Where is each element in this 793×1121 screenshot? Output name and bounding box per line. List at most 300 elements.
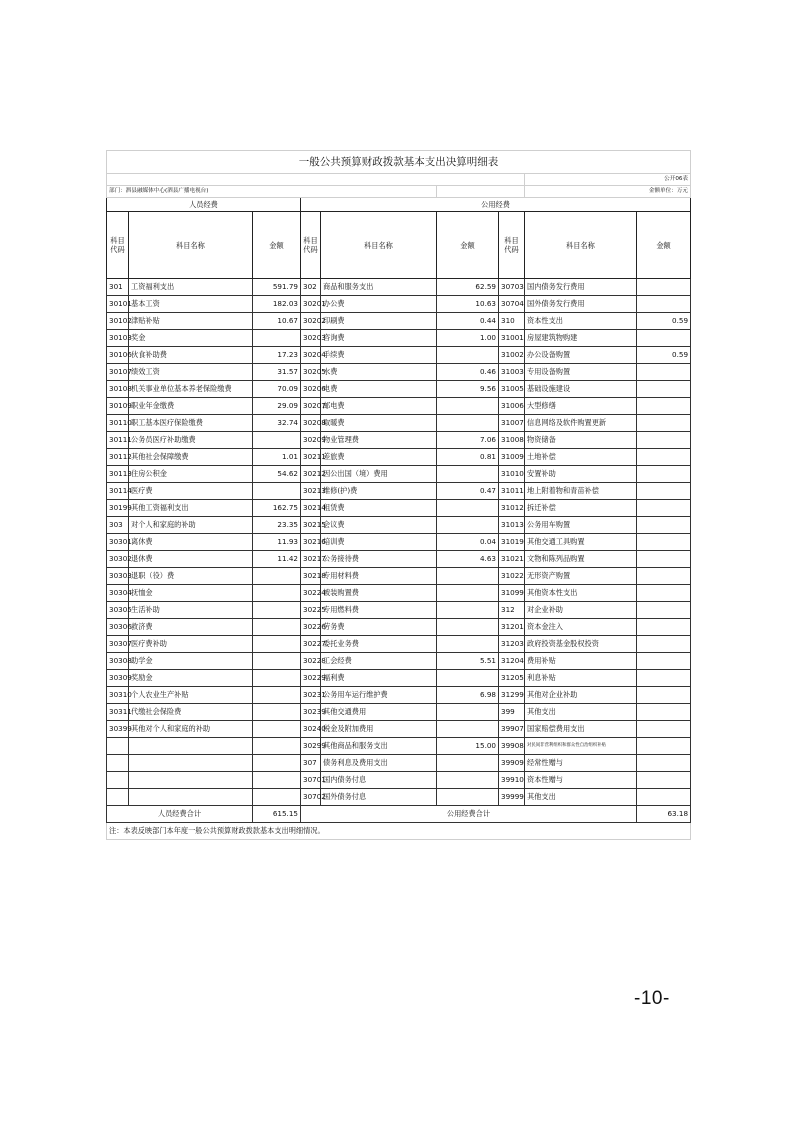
amount-public-2 <box>637 296 691 313</box>
name-public: 其他交通费用 <box>321 704 437 721</box>
name-personnel: 津贴补贴 <box>129 313 253 330</box>
amount-public <box>437 347 499 364</box>
code-personnel: 30301 <box>107 534 129 551</box>
unit-label: 金额单位：万元 <box>525 186 691 198</box>
amount-personnel <box>253 755 301 772</box>
code-personnel: 30199 <box>107 500 129 517</box>
name-public-2: 大型修缮 <box>525 398 637 415</box>
code-personnel: 30107 <box>107 364 129 381</box>
name-public: 国外债务付息 <box>321 789 437 806</box>
code-public: 30206 <box>301 381 321 398</box>
name-public: 会议费 <box>321 517 437 534</box>
amount-personnel: 29.09 <box>253 398 301 415</box>
name-public-2: 其他资本性支出 <box>525 585 637 602</box>
header-name-3: 科目名称 <box>525 212 637 279</box>
amount-personnel: 591.79 <box>253 279 301 296</box>
header-name-1: 科目名称 <box>129 212 253 279</box>
code-public: 30215 <box>301 517 321 534</box>
amount-public <box>437 602 499 619</box>
code-public-2: 31006 <box>499 398 525 415</box>
amount-public-2 <box>637 789 691 806</box>
name-personnel: 退职（役）费 <box>129 568 253 585</box>
code-personnel: 303 <box>107 517 129 534</box>
code-public: 30217 <box>301 551 321 568</box>
code-public: 30701 <box>301 772 321 789</box>
name-public-2: 利息补贴 <box>525 670 637 687</box>
name-public-2: 国外债务发行费用 <box>525 296 637 313</box>
amount-public-2 <box>637 772 691 789</box>
name-public: 专用燃料费 <box>321 602 437 619</box>
table-row <box>107 449 691 466</box>
code-public-2: 31022 <box>499 568 525 585</box>
table-row <box>107 738 691 755</box>
name-public-2: 安置补助 <box>525 466 637 483</box>
code-public: 30211 <box>301 449 321 466</box>
code-personnel: 30305 <box>107 602 129 619</box>
amount-public <box>437 568 499 585</box>
amount-public-2 <box>637 653 691 670</box>
code-public: 30216 <box>301 534 321 551</box>
amount-public: 1.00 <box>437 330 499 347</box>
table-title: 一般公共预算财政拨款基本支出决算明细表 <box>107 151 691 174</box>
name-public: 税金及附加费用 <box>321 721 437 738</box>
name-public-2: 无形资产购置 <box>525 568 637 585</box>
name-public-2: 其他支出 <box>525 704 637 721</box>
name-personnel <box>129 755 253 772</box>
code-personnel <box>107 789 129 806</box>
code-public: 30239 <box>301 704 321 721</box>
name-public: 国内债务付息 <box>321 772 437 789</box>
code-public: 30209 <box>301 432 321 449</box>
code-personnel: 30114 <box>107 483 129 500</box>
name-public-2: 政府投资基金股权投资 <box>525 636 637 653</box>
code-personnel: 30303 <box>107 568 129 585</box>
name-personnel: 其他社会保障缴费 <box>129 449 253 466</box>
amount-personnel <box>253 330 301 347</box>
amount-personnel <box>253 772 301 789</box>
amount-public-2 <box>637 585 691 602</box>
name-public-2: 费用补贴 <box>525 653 637 670</box>
amount-personnel: 182.03 <box>253 296 301 313</box>
name-public: 手续费 <box>321 347 437 364</box>
name-public: 取暖费 <box>321 415 437 432</box>
code-personnel: 30304 <box>107 585 129 602</box>
code-public: 30299 <box>301 738 321 755</box>
table-row <box>107 347 691 364</box>
name-public: 办公费 <box>321 296 437 313</box>
amount-personnel: 54.62 <box>253 466 301 483</box>
name-public: 福利费 <box>321 670 437 687</box>
amount-personnel <box>253 721 301 738</box>
amount-public-2 <box>637 721 691 738</box>
name-public: 水费 <box>321 364 437 381</box>
table-row <box>107 653 691 670</box>
amount-personnel <box>253 789 301 806</box>
amount-public-2 <box>637 466 691 483</box>
table-row <box>107 687 691 704</box>
amount-personnel: 17.23 <box>253 347 301 364</box>
form-code: 公开06表 <box>525 174 691 186</box>
amount-personnel: 1.01 <box>253 449 301 466</box>
amount-personnel <box>253 687 301 704</box>
section-personnel: 人员经费 <box>107 198 301 212</box>
table-row <box>107 330 691 347</box>
amount-public <box>437 721 499 738</box>
code-public-2: 30703 <box>499 279 525 296</box>
amount-public: 0.46 <box>437 364 499 381</box>
header-amount-3: 金额 <box>637 212 691 279</box>
amount-public: 0.44 <box>437 313 499 330</box>
name-personnel <box>129 789 253 806</box>
name-personnel: 离休费 <box>129 534 253 551</box>
name-public-2: 国家赔偿费用支出 <box>525 721 637 738</box>
code-public: 30212 <box>301 466 321 483</box>
code-personnel: 30310 <box>107 687 129 704</box>
amount-personnel <box>253 602 301 619</box>
amount-public-2: 0.59 <box>637 313 691 330</box>
name-public: 债务利息及费用支出 <box>321 755 437 772</box>
code-personnel: 30307 <box>107 636 129 653</box>
name-public-2: 地上附着物和青苗补偿 <box>525 483 637 500</box>
name-public-2: 房屋建筑物购建 <box>525 330 637 347</box>
code-public-2: 312 <box>499 602 525 619</box>
name-public: 委托业务费 <box>321 636 437 653</box>
code-personnel: 30311 <box>107 704 129 721</box>
code-public-2: 31201 <box>499 619 525 636</box>
header-code-3: 科目代码 <box>499 212 525 279</box>
code-personnel: 30308 <box>107 653 129 670</box>
amount-public-2 <box>637 483 691 500</box>
code-public-2: 31012 <box>499 500 525 517</box>
amount-personnel: 31.57 <box>253 364 301 381</box>
table-row <box>107 500 691 517</box>
name-public: 物业管理费 <box>321 432 437 449</box>
amount-public <box>437 585 499 602</box>
code-public-2: 31008 <box>499 432 525 449</box>
table-row <box>107 789 691 806</box>
name-personnel: 代缴社会保险费 <box>129 704 253 721</box>
name-public-2: 办公设备购置 <box>525 347 637 364</box>
table-row <box>107 483 691 500</box>
amount-public: 7.06 <box>437 432 499 449</box>
amount-personnel <box>253 619 301 636</box>
code-public-2: 31002 <box>499 347 525 364</box>
name-public-2: 资本性支出 <box>525 313 637 330</box>
name-public-2: 土地补偿 <box>525 449 637 466</box>
code-public: 30228 <box>301 653 321 670</box>
code-personnel <box>107 755 129 772</box>
amount-public-2 <box>637 398 691 415</box>
code-public-2: 31011 <box>499 483 525 500</box>
name-public-2: 文物和陈列品购置 <box>525 551 637 568</box>
table-row <box>107 585 691 602</box>
header-name-2: 科目名称 <box>321 212 437 279</box>
code-public-2: 31203 <box>499 636 525 653</box>
code-public: 30214 <box>301 500 321 517</box>
name-public: 因公出国（境）费用 <box>321 466 437 483</box>
personnel-total-label: 人员经费合计 <box>107 806 253 823</box>
code-public: 30226 <box>301 619 321 636</box>
amount-public-2 <box>637 687 691 704</box>
code-public: 30227 <box>301 636 321 653</box>
table-row <box>107 755 691 772</box>
amount-public-2 <box>637 670 691 687</box>
name-public: 公务接待费 <box>321 551 437 568</box>
code-personnel: 30302 <box>107 551 129 568</box>
budget-detail-table <box>106 150 691 840</box>
code-public: 307 <box>301 755 321 772</box>
table-row <box>107 636 691 653</box>
name-public: 电费 <box>321 381 437 398</box>
name-public: 其他商品和服务支出 <box>321 738 437 755</box>
table-row <box>107 313 691 330</box>
code-personnel <box>107 738 129 755</box>
amount-public-2 <box>637 602 691 619</box>
amount-personnel <box>253 585 301 602</box>
code-public-2: 39999 <box>499 789 525 806</box>
table-row <box>107 534 691 551</box>
public-total-label: 公用经费合计 <box>301 806 637 823</box>
amount-public-2 <box>637 568 691 585</box>
amount-public-2 <box>637 517 691 534</box>
code-public-2: 31299 <box>499 687 525 704</box>
name-public-2: 对民间非营利组织和群众性自治组织补贴 <box>525 738 637 755</box>
amount-public-2 <box>637 330 691 347</box>
amount-public <box>437 755 499 772</box>
table-row <box>107 415 691 432</box>
table-note: 注：本表反映部门本年度一般公共预算财政拨款基本支出明细情况。 <box>107 823 691 840</box>
name-personnel: 基本工资 <box>129 296 253 313</box>
table-row <box>107 721 691 738</box>
code-personnel: 30113 <box>107 466 129 483</box>
name-personnel: 个人农业生产补贴 <box>129 687 253 704</box>
amount-personnel: 23.35 <box>253 517 301 534</box>
table-row <box>107 296 691 313</box>
name-personnel: 助学金 <box>129 653 253 670</box>
amount-public-2 <box>637 619 691 636</box>
amount-public-2 <box>637 534 691 551</box>
amount-public: 15.00 <box>437 738 499 755</box>
name-public-2: 拆迁补偿 <box>525 500 637 517</box>
name-public-2: 资本性赠与 <box>525 772 637 789</box>
code-public-2: 31001 <box>499 330 525 347</box>
code-public-2: 31019 <box>499 534 525 551</box>
amount-public-2 <box>637 364 691 381</box>
name-public-2: 资本金注入 <box>525 619 637 636</box>
code-public: 30229 <box>301 670 321 687</box>
name-personnel: 医疗费补助 <box>129 636 253 653</box>
code-public: 30702 <box>301 789 321 806</box>
name-personnel: 奖励金 <box>129 670 253 687</box>
name-public-2: 其他交通工具购置 <box>525 534 637 551</box>
name-public: 差旅费 <box>321 449 437 466</box>
code-public: 30204 <box>301 347 321 364</box>
name-personnel: 救济费 <box>129 619 253 636</box>
amount-public-2 <box>637 449 691 466</box>
code-personnel: 30112 <box>107 449 129 466</box>
amount-public <box>437 772 499 789</box>
name-personnel: 生活补助 <box>129 602 253 619</box>
name-personnel: 伙食补助费 <box>129 347 253 364</box>
code-public-2: 31205 <box>499 670 525 687</box>
amount-public <box>437 636 499 653</box>
code-personnel: 30110 <box>107 415 129 432</box>
code-public: 30202 <box>301 313 321 330</box>
name-personnel: 职业年金缴费 <box>129 398 253 415</box>
code-personnel: 30109 <box>107 398 129 415</box>
amount-public: 6.98 <box>437 687 499 704</box>
name-personnel: 职工基本医疗保险缴费 <box>129 415 253 432</box>
name-personnel: 退休费 <box>129 551 253 568</box>
code-personnel: 30111 <box>107 432 129 449</box>
code-personnel: 30108 <box>107 381 129 398</box>
amount-public-2 <box>637 755 691 772</box>
code-public-2: 31010 <box>499 466 525 483</box>
code-public-2: 39907 <box>499 721 525 738</box>
code-public: 30208 <box>301 415 321 432</box>
code-public-2: 31021 <box>499 551 525 568</box>
amount-public-2 <box>637 381 691 398</box>
amount-personnel: 11.93 <box>253 534 301 551</box>
code-personnel: 30101 <box>107 296 129 313</box>
amount-public-2 <box>637 500 691 517</box>
amount-public <box>437 704 499 721</box>
code-personnel: 30102 <box>107 313 129 330</box>
code-public: 30231 <box>301 687 321 704</box>
code-personnel: 30306 <box>107 619 129 636</box>
amount-personnel: 70.09 <box>253 381 301 398</box>
amount-personnel <box>253 568 301 585</box>
code-public-2: 31005 <box>499 381 525 398</box>
code-public: 30218 <box>301 568 321 585</box>
code-personnel: 30103 <box>107 330 129 347</box>
code-public-2: 31009 <box>499 449 525 466</box>
code-public-2: 30704 <box>499 296 525 313</box>
amount-public <box>437 398 499 415</box>
name-public: 咨询费 <box>321 330 437 347</box>
name-personnel: 其他对个人和家庭的补助 <box>129 721 253 738</box>
table-row <box>107 772 691 789</box>
amount-personnel <box>253 483 301 500</box>
amount-public-2 <box>637 551 691 568</box>
table-row <box>107 568 691 585</box>
amount-personnel <box>253 670 301 687</box>
name-public-2: 基础设施建设 <box>525 381 637 398</box>
name-public-2: 国内债务发行费用 <box>525 279 637 296</box>
table-row <box>107 602 691 619</box>
code-personnel: 30309 <box>107 670 129 687</box>
name-personnel: 绩效工资 <box>129 364 253 381</box>
name-personnel: 对个人和家庭的补助 <box>129 517 253 534</box>
header-code-2: 科目代码 <box>301 212 321 279</box>
name-public: 商品和服务支出 <box>321 279 437 296</box>
amount-public <box>437 415 499 432</box>
name-personnel: 住房公积金 <box>129 466 253 483</box>
name-public-2: 其他支出 <box>525 789 637 806</box>
code-public: 302 <box>301 279 321 296</box>
name-public: 专用材料费 <box>321 568 437 585</box>
code-public: 30225 <box>301 602 321 619</box>
code-public-2: 399 <box>499 704 525 721</box>
amount-personnel: 10.67 <box>253 313 301 330</box>
table-row <box>107 398 691 415</box>
code-public-2: 310 <box>499 313 525 330</box>
code-public: 30205 <box>301 364 321 381</box>
amount-public-2 <box>637 432 691 449</box>
code-public: 30224 <box>301 585 321 602</box>
section-public: 公用经费 <box>301 198 691 212</box>
name-public: 工会经费 <box>321 653 437 670</box>
code-public: 30201 <box>301 296 321 313</box>
name-public: 被装购置费 <box>321 585 437 602</box>
header-amount-1: 金额 <box>253 212 301 279</box>
personnel-total-value: 615.15 <box>253 806 301 823</box>
code-public-2: 39908 <box>499 738 525 755</box>
name-public: 劳务费 <box>321 619 437 636</box>
code-public-2: 31099 <box>499 585 525 602</box>
table-row <box>107 279 691 296</box>
table-row <box>107 551 691 568</box>
amount-personnel <box>253 636 301 653</box>
name-personnel: 其他工资福利支出 <box>129 500 253 517</box>
code-public-2: 31003 <box>499 364 525 381</box>
name-personnel: 工资福利支出 <box>129 279 253 296</box>
name-public: 维修(护)费 <box>321 483 437 500</box>
table-row <box>107 619 691 636</box>
code-public: 30203 <box>301 330 321 347</box>
amount-public <box>437 619 499 636</box>
code-public-2: 31204 <box>499 653 525 670</box>
amount-public <box>437 500 499 517</box>
amount-personnel: 32.74 <box>253 415 301 432</box>
code-public: 30240 <box>301 721 321 738</box>
amount-public: 0.47 <box>437 483 499 500</box>
name-public-2: 公务用车购置 <box>525 517 637 534</box>
amount-personnel <box>253 738 301 755</box>
code-public-2: 39910 <box>499 772 525 789</box>
name-personnel: 奖金 <box>129 330 253 347</box>
amount-public-2 <box>637 738 691 755</box>
name-personnel <box>129 738 253 755</box>
table-row <box>107 517 691 534</box>
amount-personnel <box>253 704 301 721</box>
code-public: 30207 <box>301 398 321 415</box>
code-personnel: 30106 <box>107 347 129 364</box>
name-public-2: 物资储备 <box>525 432 637 449</box>
name-public: 邮电费 <box>321 398 437 415</box>
name-public-2: 信息网络及软件购置更新 <box>525 415 637 432</box>
name-personnel: 公务员医疗补助缴费 <box>129 432 253 449</box>
name-public: 公务用车运行维护费 <box>321 687 437 704</box>
amount-public: 0.04 <box>437 534 499 551</box>
name-public-2: 经常性赠与 <box>525 755 637 772</box>
table-row <box>107 466 691 483</box>
name-personnel: 机关事业单位基本养老保险缴费 <box>129 381 253 398</box>
table-row <box>107 364 691 381</box>
dept-label: 部门：泗县融媒体中心(泗县广播电视台) <box>107 186 437 198</box>
amount-public: 9.56 <box>437 381 499 398</box>
amount-public: 10.63 <box>437 296 499 313</box>
amount-public: 62.59 <box>437 279 499 296</box>
amount-personnel: 162.75 <box>253 500 301 517</box>
amount-personnel: 11.42 <box>253 551 301 568</box>
public-total-value: 63.18 <box>637 806 691 823</box>
name-personnel <box>129 772 253 789</box>
name-public-2: 专用设备购置 <box>525 364 637 381</box>
amount-public <box>437 670 499 687</box>
name-public-2: 其他对企业补助 <box>525 687 637 704</box>
amount-public <box>437 466 499 483</box>
